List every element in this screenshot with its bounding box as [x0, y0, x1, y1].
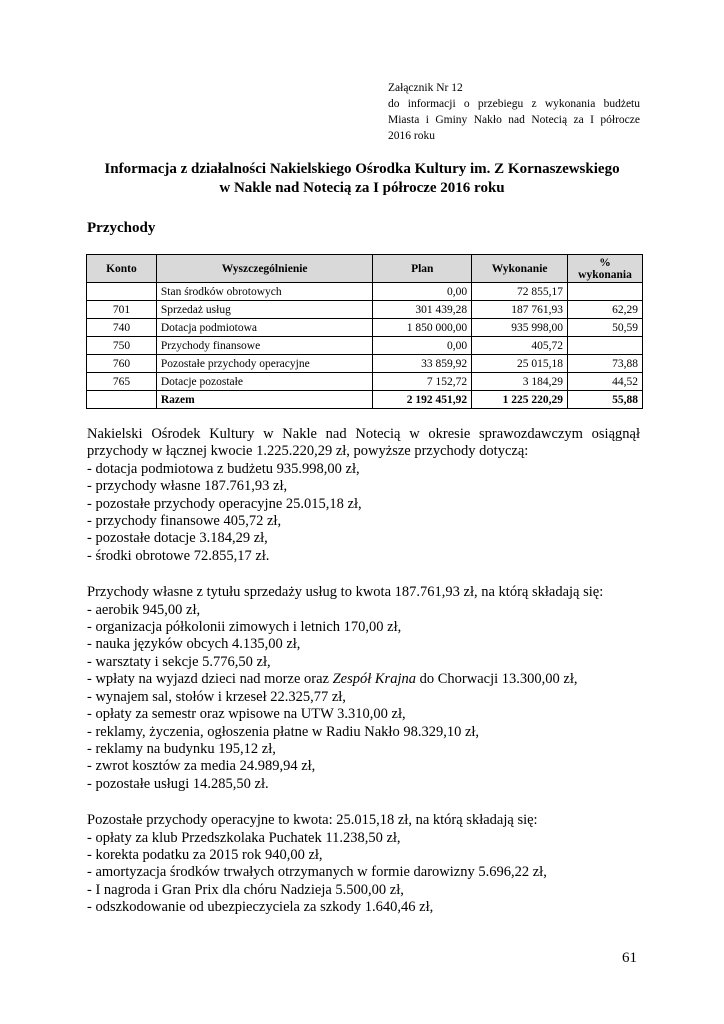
cell-procent: 50,59	[568, 319, 643, 337]
cell-procent	[568, 283, 643, 301]
cell-name: Przychody finansowe	[156, 337, 373, 355]
cell-plan: 7 152,72	[373, 373, 472, 391]
annex-line-1: Załącznik Nr 12	[388, 82, 463, 94]
cell-konto: 750	[87, 337, 157, 355]
annex-line-2: do informacji o przebiegu z wykonania budżetu	[388, 98, 640, 110]
body-text	[87, 426, 640, 917]
cell-plan: 0,00	[373, 337, 472, 355]
table-row	[87, 355, 643, 373]
list-item: - organizacja półkolonii zimowych i letnich 170,00 zł,	[87, 619, 402, 636]
cell-konto: 760	[87, 355, 157, 373]
cell-name: Dotacja podmiotowa	[156, 319, 373, 337]
title-line-1: Informacja z działalności Nakielskiego Ośrodka Kultury im. Z Kornaszewskiego	[104, 161, 620, 177]
trip-suffix: do Chorwacji 13.300,00 zł,	[415, 671, 578, 688]
header-wykonanie: Wykonanie	[472, 255, 568, 283]
cell-procent: 62,29	[568, 301, 643, 319]
paragraph-3-intro: Pozostałe przychody operacyjne to kwota: 25.015,18 zł, na którą składają się:	[87, 812, 538, 829]
cell-konto	[87, 391, 157, 409]
list-item: - środki obrotowe 72.855,17 zł.	[87, 547, 270, 564]
cell-plan: 301 439,28	[373, 301, 472, 319]
list-item: - pozostałe dotacje 3.184,29 zł,	[87, 530, 268, 547]
table-row	[87, 373, 643, 391]
page-number: 61	[622, 950, 637, 966]
table-row	[87, 283, 643, 301]
header-percent-label: wykonania	[578, 268, 632, 281]
cell-name: Pozostałe przychody operacyjne	[156, 355, 373, 373]
cell-wykonanie: 935 998,00	[472, 319, 568, 337]
cell-name: Sprzedaż usług	[156, 301, 373, 319]
trip-italic: Zespół Krajna	[332, 671, 416, 688]
list-item: - opłaty za semestr oraz wpisowe na UTW 3.310,00 zł,	[87, 706, 406, 723]
annex-line-4: 2016 roku	[388, 130, 435, 142]
header-plan: Plan	[373, 255, 472, 283]
list-item: - korekta podatku za 2015 rok 940,00 zł,	[87, 846, 323, 863]
cell-wykonanie: 3 184,29	[472, 373, 568, 391]
cell-name: Razem	[156, 391, 373, 409]
title-line-2: w Nakle nad Notecią za I półrocze 2016 roku	[219, 180, 505, 196]
cell-plan: 1 850 000,00	[373, 319, 472, 337]
document-title	[70, 160, 654, 198]
list-item: - I nagroda i Gran Prix dla chóru Nadzieja 5.500,00 zł,	[87, 881, 404, 898]
list-item: - zwrot kosztów za media 24.989,94 zł,	[87, 758, 316, 775]
table-row	[87, 301, 643, 319]
paragraph-1-line-1: Nakielski Ośrodek Kultury w Nakle nad Notecią w okresie sprawozdawczym osiągnął	[87, 426, 640, 442]
annex-note	[388, 80, 640, 144]
header-konto: Konto	[87, 255, 157, 283]
cell-wykonanie: 1 225 220,29	[472, 391, 568, 409]
cell-procent: 55,88	[568, 391, 643, 409]
list-item: - reklamy, życzenia, ogłoszenia płatne w Radiu Nakło 98.329,10 zł,	[87, 723, 480, 740]
list-item: - przychody finansowe 405,72 zł,	[87, 513, 282, 530]
list-item: - amortyzacja środków trwałych otrzymanych w formie darowizny 5.696,22 zł,	[87, 864, 547, 881]
cell-plan: 2 192 451,92	[373, 391, 472, 409]
cell-plan: 33 859,92	[373, 355, 472, 373]
list-item: - nauka języków obcych 4.135,00 zł,	[87, 636, 301, 653]
list-item-trip	[87, 671, 640, 688]
list-item: - pozostałe usługi 14.285,50 zł.	[87, 775, 269, 792]
cell-konto: 701	[87, 301, 157, 319]
header-percent	[568, 255, 643, 283]
cell-name: Stan środków obrotowych	[156, 283, 373, 301]
header-percent-symbol: %	[599, 256, 611, 269]
cell-konto	[87, 283, 157, 301]
cell-konto: 740	[87, 319, 157, 337]
cell-wykonanie: 187 761,93	[472, 301, 568, 319]
cell-wykonanie: 405,72	[472, 337, 568, 355]
trip-prefix: - wpłaty na wyjazd dzieci nad morze oraz	[87, 671, 333, 688]
paragraph-2-intro: Przychody własne z tytułu sprzedaży usług to kwota 187.761,93 zł, na którą składają się:	[87, 584, 604, 601]
cell-wykonanie: 25 015,18	[472, 355, 568, 373]
table-row	[87, 319, 643, 337]
cell-procent	[568, 337, 643, 355]
cell-plan: 0,00	[373, 283, 472, 301]
cell-wykonanie: 72 855,17	[472, 283, 568, 301]
list-item: - odszkodowanie od ubezpieczyciela za szkody 1.640,46 zł,	[87, 899, 434, 916]
list-item: - warsztaty i sekcje 5.776,50 zł,	[87, 653, 271, 670]
list-item: - pozostałe przychody operacyjne 25.015,18 zł,	[87, 495, 362, 512]
list-item: - dotacja podmiotowa z budżetu 935.998,00 zł,	[87, 460, 360, 477]
annex-line-3: Miasta i Gminy Nakło nad Notecią za I półrocze	[388, 114, 640, 126]
cell-procent: 73,88	[568, 355, 643, 373]
cell-name: Dotacje pozostałe	[156, 373, 373, 391]
list-item: - opłaty za klub Przedszkolaka Puchatek 11.238,50 zł,	[87, 829, 401, 846]
cell-procent: 44,52	[568, 373, 643, 391]
section-heading: Przychody	[87, 220, 156, 236]
cell-konto: 765	[87, 373, 157, 391]
table-header-row	[87, 255, 643, 283]
header-wyszczegolnienie: Wyszczególnienie	[156, 255, 373, 283]
list-item: - przychody własne 187.761,93 zł,	[87, 478, 288, 495]
table-row	[87, 337, 643, 355]
list-item: - wynajem sal, stołów i krzeseł 22.325,77 zł,	[87, 688, 346, 705]
paragraph-1-line-2: przychody w łącznej kwocie 1.225.220,29 zł, powyższe przychody dotyczą:	[87, 443, 529, 460]
list-item: - aerobik 945,00 zł,	[87, 601, 201, 618]
list-item: - reklamy na budynku 195,12 zł,	[87, 740, 276, 757]
revenue-table	[86, 254, 643, 409]
table-total-row	[87, 391, 643, 409]
